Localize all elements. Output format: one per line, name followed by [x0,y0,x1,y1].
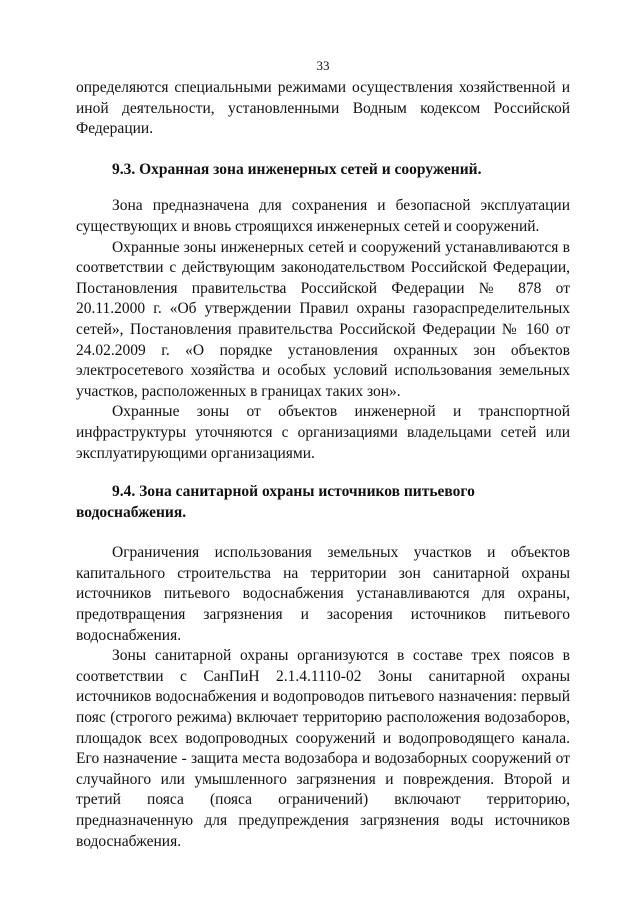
paragraph: Охранные зоны от объектов инженерной и транспортной инфраструктуры уточняются с организациями владельцами сетей или эксплуатирующими организациями. [76,403,570,462]
document-page [76,58,570,852]
paragraph: Охранные зоны инженерных сетей и сооружений устанавливаются в соответствии с действующим законодательством Российской Федерации, Постановления правительства Российской Федерации № 878 от 20.11.2000 г. «Об утверждении Правил охраны газораспределительных сетей», Постановления правительства Российской Федерации № 160 от 24.02.2009 г. «О порядке установления охранных зон объектов электросетевого хозяйства и особых условий использования земельных участков, расположенных в границах таких зон». [76,238,570,400]
intro-paragraph: определяются специальными режимами осуществления хозяйственной и иной деятельности, установленными Водным кодексом Российской Федерации. [76,79,570,138]
section-heading-9-3: 9.3. Охранная зона инженерных сетей и сооружений. [112,160,482,178]
section-heading-9-4: 9.4. Зона санитарной охраны источников питьевого водоснабжения. [76,483,475,521]
paragraph: Зоны санитарной охраны организуются в составе трех поясов в соответствии с СанПиН 2.1.4.1110-02 Зоны санитарной охраны источников водоснабжения и водопроводов питьевого назначения: первый пояс (строгого режима) включает территорию расположения водозаборов, площадок всех водопроводных сооружений и водопроводящего канала. Его назначение - защита места водозабора и водозаборных сооружений от случайного или умышленного загрязнения и повреждения. Второй и третий пояса (пояса ограничений) включают территорию, предназначенную для предупреждения загрязнения воды источников водоснабжения. [76,647,570,850]
paragraph: Ограничения использования земельных участков и объектов капитального строительства на территории зон санитарной охраны источников питьевого водоснабжения устанавливаются для охраны, предотвращения загрязнения и засорения источников питьевого водоснабжения. [76,544,570,644]
page-number: 33 [316,58,330,73]
spacer [76,180,570,196]
spacer [76,140,570,160]
spacer [76,464,570,482]
paragraph: Зона предназначена для сохранения и безопасной эксплуатации существующих и вновь строящихся инженерных сетей и сооружений. [76,197,570,235]
spacer [76,523,570,543]
